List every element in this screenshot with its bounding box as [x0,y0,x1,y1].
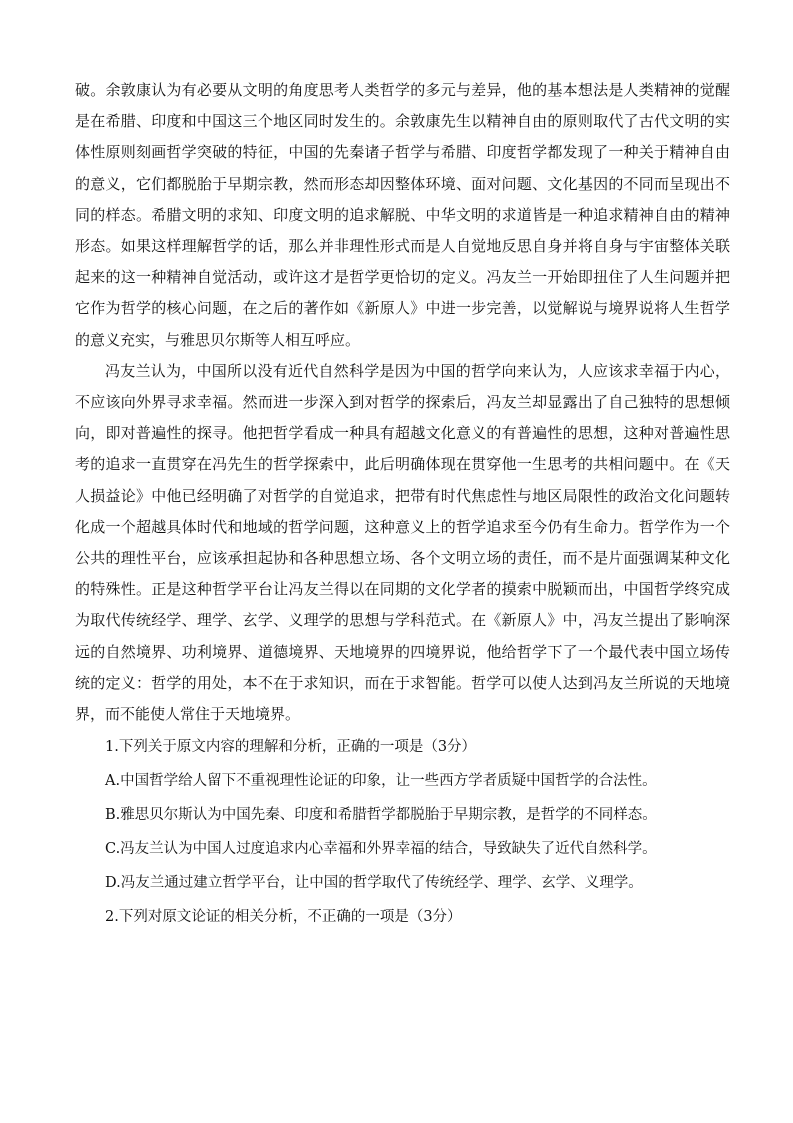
question-1-option-a: A.中国哲学给人留下不重视理性论证的印象，让一些西方学者质疑中国哲学的合法性。 [105,773,657,790]
question-1-option-c: C.冯友兰认为中国人过度追求内心幸福和外界幸福的结合，导致缺失了近代自然科学。 [105,841,657,858]
passage-paragraph-2: 冯友兰认为，中国所以没有近代自然科学是因为中国的哲学向来认为，人应该求幸福于内心，不应该向外界寻求幸福。然而进一步深入到对哲学的探索后，冯友兰却显露出了自己独特的思想倾向，即对普遍性的探寻。他把哲学看成一种具有超越文化意义的有普遍性的思想，这种对普遍性思考的追求一直贯穿在冯先生的哲学探索中，此后明确体现在贯穿他一生思考的共相问题中。在《天人损益论》中他已经明确了对哲学的自觉追求，把带有时代焦虑性与地区局限性的政治文化问题转化成一个超越具体时代和地域的哲学问题，这种意义上的哲学追求至今仍有生命力。哲学作为一个公共的理性平台，应该承担起协和各种思想立场、各个文明立场的责任，而不是片面强调某种文化的特殊性。正是这种哲学平台让冯友兰得以在同期的文化学者的摸索中脱颖而出，中国哲学终究成为取代传统经学、理学、玄学、义理学的思想与学科范式。在《新原人》中，冯友兰提出了影响深远的自然境界、功利境界、道德境界、天地境界的四境界说，他给哲学下了一个最代表中国立场传统的定义：哲学的用处，本不在于求知识，而在于求智能。哲学可以使人达到冯友兰所说的天地境界，而不能使人常住于天地境界。 [75,361,730,724]
passage-paragraph-1: 破。余敦康认为有必要从文明的角度思考人类哲学的多元与差异，他的基本想法是人类精神的觉醒是在希腊、印度和中国这三个地区同时发生的。余敦康先生以精神自由的原则取代了古代文明的实体性原则刻画哲学突破的特征，中国的先秦诸子哲学与希腊、印度哲学都发现了一种关于精神自由的意义，它们都脱胎于早期宗教，然而形态却因整体环境、面对问题、文化基因的不同而呈现出不同的样态。希腊文明的求知、印度文明的追求解脱、中华文明的求道皆是一种追求精神自由的精神形态。如果这样理解哲学的话，那么并非理性形式而是人自觉地反思自身并将自身与宇宙整体关联起来的这一种精神自觉活动，或许这才是哲学更恰切的定义。冯友兰一开始即扭住了人生问题并把它作为哲学的核心问题，在之后的著作如《新原人》中进一步完善，以觉解说与境界说将人生哲学的意义充实，与雅思贝尔斯等人相互呼应。 [75,81,730,349]
question-2-stem: 2.下列对原文论证的相关分析，不正确的一项是（3分） [105,909,462,926]
question-1-option-d: D.冯友兰通过建立哲学平台，让中国的哲学取代了传统经学、理学、玄学、义理学。 [105,875,643,892]
document-content [75,75,730,934]
question-1-stem: 1.下列关于原文内容的理解和分析，正确的一项是（3分） [105,739,477,756]
question-1-option-b: B.雅思贝尔斯认为中国先秦、印度和希腊哲学都脱胎于早期宗教，是哲学的不同样态。 [105,807,657,824]
